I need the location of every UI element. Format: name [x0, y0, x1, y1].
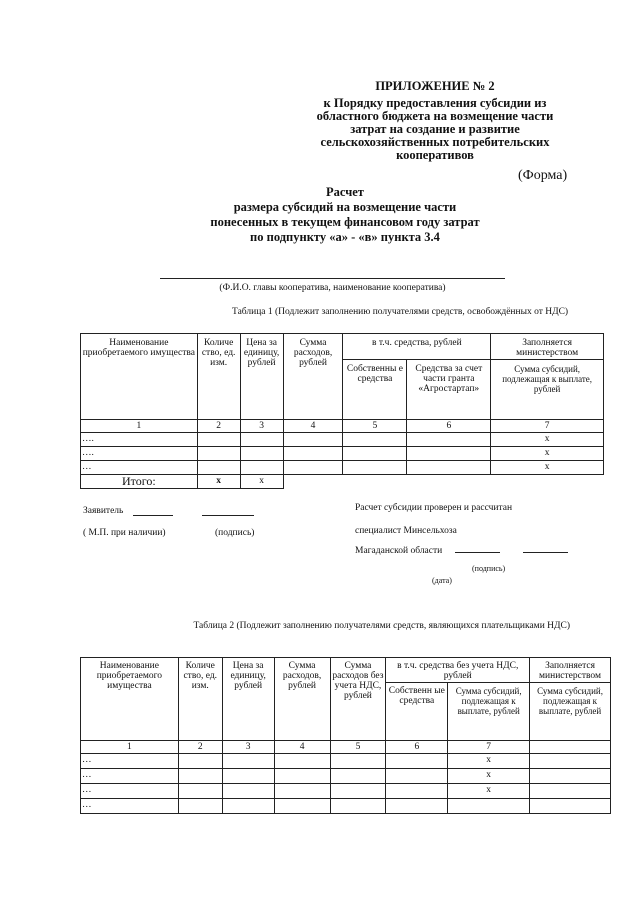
- table-row: [81, 784, 611, 799]
- table1: [80, 333, 604, 489]
- t1-num: 7: [491, 420, 604, 433]
- t1-h-incl: в т.ч. средства, рублей: [343, 334, 491, 360]
- t1-row-name: …: [81, 461, 198, 475]
- t1-num-row: [81, 420, 604, 433]
- t1-total-x: x: [197, 475, 240, 489]
- t2-num: 7: [448, 741, 530, 754]
- doc-title-3: понесенных в текущем финансовом году затрат: [210, 215, 480, 229]
- table1-caption: Таблица 1 (Подлежит заполнению получателями средств, освобождённых от НДС): [232, 307, 569, 317]
- mp-label: ( М.П. при наличии): [83, 528, 166, 538]
- t2-num: 3: [222, 741, 274, 754]
- t2-row-name: …: [81, 784, 179, 799]
- specialist-label: специалист Минсельхоза: [355, 526, 457, 536]
- t2-h-sum: Сумма расходов, рублей: [274, 658, 330, 741]
- checked-label: Расчет субсидии проверен и рассчитан: [355, 503, 513, 513]
- t1-h-min: Заполняется министерством: [491, 334, 604, 360]
- t2-h-min: Заполняется министерством: [530, 658, 611, 683]
- t1-row-name: ….: [81, 447, 198, 461]
- t2-row-mark: x: [448, 754, 530, 769]
- t1-row-mark: x: [491, 433, 604, 447]
- t1-row-name: ….: [81, 433, 198, 447]
- t2-num: 2: [178, 741, 222, 754]
- table-row: [81, 433, 604, 447]
- t2-row-name: …: [81, 799, 179, 814]
- t2-row-name: …: [81, 769, 179, 784]
- table-row: [81, 447, 604, 461]
- applicant-label: Заявитель: [83, 506, 124, 516]
- region-label: Магаданской области: [355, 546, 443, 556]
- t1-h-subsidy: Сумма субсидий, подлежащая к выплате, рублей: [491, 360, 604, 420]
- applicant-line: [133, 515, 173, 516]
- form-label: (Форма): [518, 168, 568, 183]
- t2-num: 5: [330, 741, 386, 754]
- t2-row-name: …: [81, 754, 179, 769]
- t1-num: 4: [283, 420, 343, 433]
- t2-h-name: Наименование приобретаемого имущества: [81, 658, 179, 741]
- t1-total-label: Итого:: [81, 475, 198, 489]
- date-label: (дата): [432, 576, 452, 585]
- t2-h-qty: Количе ство, ед. изм.: [178, 658, 222, 741]
- t2-num: 6: [386, 741, 448, 754]
- appendix-subtitle: к Порядку предоставления субсидии из областного бюджета на возмещение части затрат на создание и развитие сельскохозяйственных потребительских кооперативов: [316, 96, 554, 162]
- t1-h-grant: Средства за счет части гранта «Агростартап»: [407, 360, 491, 420]
- t1-num: 2: [197, 420, 240, 433]
- t1-h-own: Собственны е средства: [343, 360, 407, 420]
- table2: [80, 657, 611, 814]
- specialist-line: [455, 552, 500, 553]
- t2-h-incl: в т.ч. средства без учета НДС, рублей: [386, 658, 530, 683]
- doc-title-4: по подпункту «а» - «в» пункта 3.4: [250, 230, 440, 244]
- fio-line: [160, 278, 505, 279]
- table-row: [81, 461, 604, 475]
- t2-h-price: Цена за единицу, рублей: [222, 658, 274, 741]
- t1-h-price: Цена за единицу, рублей: [240, 334, 283, 420]
- t1-num: 5: [343, 420, 407, 433]
- t1-total-row: [81, 475, 604, 489]
- t2-row-mark: x: [448, 769, 530, 784]
- podpis-label: (подпись): [215, 528, 255, 538]
- t1-num: 3: [240, 420, 283, 433]
- table-row: [81, 799, 611, 814]
- t2-h-sub2: Сумма субсидий, подлежащая к выплате, рублей: [530, 683, 611, 741]
- doc-title-2: размера субсидий на возмещение части: [233, 200, 457, 214]
- t2-h-sub: Сумма субсидий, подлежащая к выплате, рублей: [448, 683, 530, 741]
- t1-h-name: Наименование приобретаемого имущества: [81, 334, 198, 420]
- podpis-line: [202, 515, 254, 516]
- table-row: [81, 754, 611, 769]
- t1-num: 1: [81, 420, 198, 433]
- t2-row-mark: x: [448, 784, 530, 799]
- t2-row-mark: [448, 799, 530, 814]
- t1-h-qty: Количе ство, ед. изм.: [197, 334, 240, 420]
- fio-caption: (Ф.И.О. главы кооператива, наименование кооператива): [219, 283, 446, 293]
- appendix-title: ПРИЛОЖЕНИЕ № 2: [375, 79, 495, 93]
- t1-total-x2: x: [240, 475, 283, 489]
- t2-num-row: [81, 741, 611, 754]
- t2-h-own: Собственн ые средства: [386, 683, 448, 741]
- t1-row-mark: x: [491, 447, 604, 461]
- t2-num: 4: [274, 741, 330, 754]
- t1-row-mark: x: [491, 461, 604, 475]
- t1-h-sum: Сумма расходов, рублей: [283, 334, 343, 420]
- table2-caption: Таблица 2 (Подлежит заполнению получателями средств, являющихся плательщиками НДС): [193, 621, 570, 631]
- doc-title-1: Расчет: [326, 185, 364, 199]
- date-line: [523, 552, 568, 553]
- podpis2-label: (подпись): [472, 564, 506, 573]
- t1-num: 6: [407, 420, 491, 433]
- t2-h-sum-novat: Сумма расходов без учета НДС, рублей: [330, 658, 386, 741]
- table-row: [81, 769, 611, 784]
- t2-num: 1: [81, 741, 179, 754]
